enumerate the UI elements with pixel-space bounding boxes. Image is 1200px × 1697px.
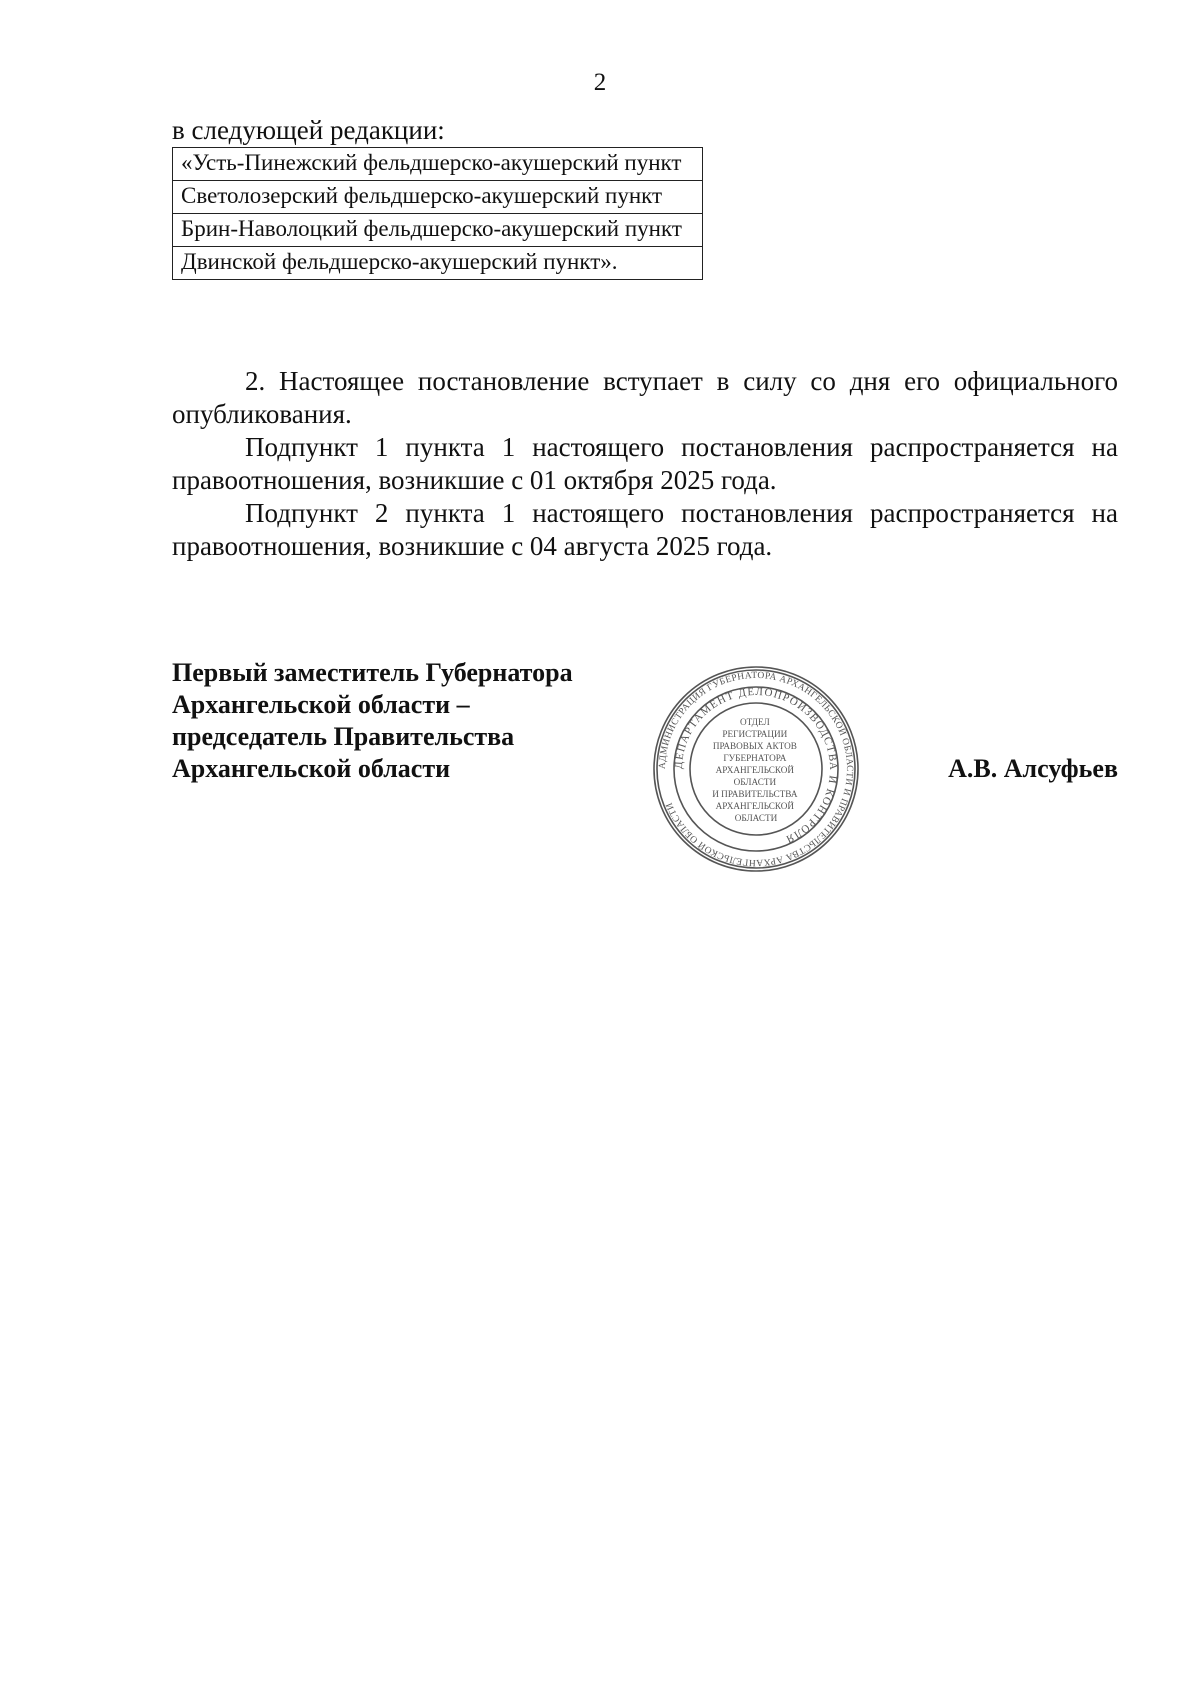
table-row: [173, 181, 703, 214]
signer-position-line: Архангельской области: [172, 754, 451, 783]
signer-name: А.В. Алсуфьев: [948, 754, 1118, 783]
table-cell: Двинской фельдшерско-акушерский пункт».: [173, 247, 703, 280]
items-table: [172, 147, 703, 280]
table-row: [173, 148, 703, 181]
paragraph-subpoint-1: Подпункт 1 пункта 1 настоящего постановления распространяется на правоотношения, возникшие с 01 октября 2025 года.: [172, 432, 1118, 495]
intro-text: в следующей редакции:: [172, 115, 445, 145]
signer-position-line: председатель Правительства: [172, 722, 515, 751]
paragraph-effective-date: 2. Настоящее постановление вступает в силу со дня его официального опубликования.: [172, 366, 1118, 429]
table-row: [173, 247, 703, 280]
seal-ring-text: ДЕПАРТАМЕНТ ДЕЛОПРОИЗВОДСТВА И КОНТРОЛЯ: [672, 685, 840, 846]
signer-position: [172, 657, 573, 785]
table-row: [173, 214, 703, 247]
table-cell: Светолозерский фельдшерско-акушерский пункт: [173, 181, 703, 214]
official-seal: [652, 665, 860, 873]
table-cell: «Усть-Пинежский фельдшерско-акушерский пункт: [173, 148, 703, 181]
body-text: [172, 365, 1118, 563]
signer-position-line: Архангельской области –: [172, 690, 470, 719]
paragraph-subpoint-2: Подпункт 2 пункта 1 настоящего постановления распространяется на правоотношения, возникшие с 04 августа 2025 года.: [172, 498, 1118, 561]
signer-position-line: Первый заместитель Губернатора: [172, 658, 573, 687]
seal-outer-text: АДМИНИСТРАЦИЯ ГУБЕРНАТОРА АРХАНГЕЛЬСКОЙ ОБЛАСТИ И ПРАВИТЕЛЬСТВА АРХАНГЕЛЬСКОЙ ОБЛАСТИ: [657, 670, 855, 868]
table-cell: Брин-Наволоцкий фельдшерско-акушерский пункт: [173, 214, 703, 247]
page-number: 2: [593, 69, 607, 96]
seal-center-text: ОТДЕЛ РЕГИСТРАЦИИ ПРАВОВЫХ АКТОВ ГУБЕРНАТОРА АРХАНГЕЛЬСКОЙ ОБЛАСТИ И ПРАВИТЕЛЬСТВА АРХАНГЕЛЬСКОЙ ОБЛАСТИ: [712, 717, 798, 823]
